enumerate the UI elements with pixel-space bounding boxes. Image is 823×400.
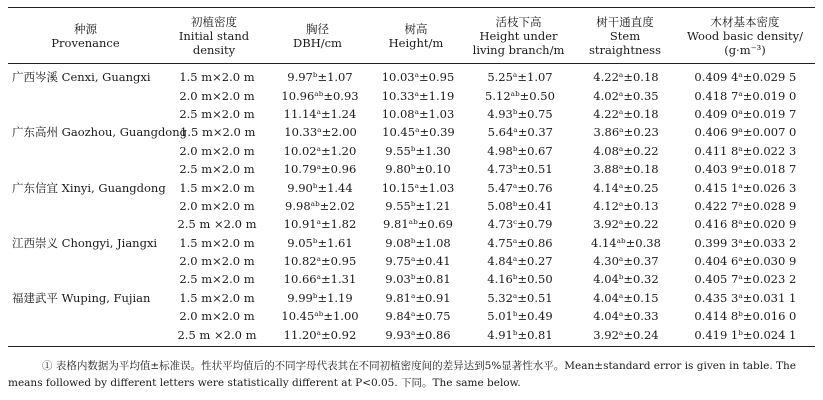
cell-straightness: 3.92ᵃ±0.24 xyxy=(593,327,659,342)
table-row xyxy=(8,325,815,343)
cell-branch-height: 5.47ᵃ±0.76 xyxy=(487,180,553,195)
cell-wood-density: 0.435 3ᵃ±0.031 1 xyxy=(694,290,797,305)
cell-straightness: 4.02ᵃ±0.35 xyxy=(593,88,659,103)
table-row xyxy=(8,123,815,141)
table-header xyxy=(8,8,815,63)
cell-height: 10.45ᵃ±0.39 xyxy=(382,125,455,140)
cell-height: 9.80ᵇ±0.10 xyxy=(385,162,451,177)
cell-dbh: 9.97ᵇ±1.07 xyxy=(287,70,353,85)
cell-wood-density: 0.419 1ᵇ±0.024 1 xyxy=(694,327,797,342)
table-row xyxy=(8,197,815,215)
cell-height: 9.08ᵇ±1.08 xyxy=(385,235,451,250)
cell-dbh: 10.96ᵃᵇ±0.93 xyxy=(281,88,359,103)
table-row xyxy=(8,105,815,123)
cell-wood-density: 0.403 9ᵃ±0.018 7 xyxy=(694,162,797,177)
cell-branch-height: 4.75ᵃ±0.86 xyxy=(487,235,553,250)
cell-height: 9.81ᵃ±0.91 xyxy=(385,290,451,305)
cell-wood-density: 0.405 7ᵃ±0.023 2 xyxy=(694,272,797,287)
cell-density: 1.5 m×2.0 m xyxy=(179,70,255,85)
cell-branch-height: 5.25ᵃ±1.07 xyxy=(487,70,553,85)
cell-density: 2.0 m×2.0 m xyxy=(179,254,255,269)
cell-density: 2.5 m×2.0 m xyxy=(179,272,255,287)
cell-branch-height: 4.98ᵇ±0.67 xyxy=(487,143,553,158)
cell-provenance: 江西崇义 Chongyi, Jiangxi xyxy=(12,235,158,250)
cell-dbh: 10.45ᵃᵇ±1.00 xyxy=(281,309,359,324)
table-row xyxy=(8,178,815,196)
cell-dbh: 10.02ᵃ±1.20 xyxy=(283,143,357,158)
cell-dbh: 11.14ᵃ±1.24 xyxy=(283,106,357,121)
cell-wood-density: 0.422 7ᵃ±0.028 9 xyxy=(694,198,797,213)
cell-wood-density: 0.409 0ᵃ±0.019 7 xyxy=(694,106,797,121)
cell-straightness: 4.04ᵃ±0.15 xyxy=(593,290,659,305)
cell-straightness: 4.22ᵃ±0.18 xyxy=(593,70,659,85)
cell-branch-height: 5.32ᵃ±0.51 xyxy=(487,290,553,305)
cell-straightness: 4.14ᵃ±0.25 xyxy=(593,180,659,195)
cell-wood-density: 0.418 7ᵃ±0.019 0 xyxy=(694,88,797,103)
cell-branch-height: 4.93ᵇ±0.75 xyxy=(487,106,553,121)
table-bottom-rule xyxy=(8,346,815,347)
cell-provenance: 广东信宜 Xinyi, Guangdong xyxy=(12,180,166,195)
table-row xyxy=(8,142,815,160)
cell-dbh: 10.33ᵃ±2.00 xyxy=(284,125,357,140)
cell-height: 10.15ᵃ±1.03 xyxy=(381,180,455,195)
cell-height: 10.08ᵃ±1.03 xyxy=(381,106,455,121)
cell-density: 2.5 m×2.0 m xyxy=(179,106,255,121)
cell-wood-density: 0.415 1ᵃ±0.026 3 xyxy=(694,180,797,195)
cell-height: 9.93ᵃ±0.86 xyxy=(385,327,451,342)
cell-height: 10.33ᵃ±1.19 xyxy=(381,88,455,103)
cell-branch-height: 5.08ᵇ±0.41 xyxy=(487,198,553,213)
cell-height: 9.55ᵇ±1.30 xyxy=(385,143,451,158)
table-row xyxy=(8,270,815,288)
cell-branch-height: 4.73ᵇ±0.51 xyxy=(487,162,553,177)
cell-dbh: 10.79ᵃ±0.96 xyxy=(283,162,357,177)
cell-density: 2.0 m×2.0 m xyxy=(179,198,255,213)
cell-straightness: 4.22ᵃ±0.18 xyxy=(593,106,659,121)
cell-wood-density: 0.416 8ᵃ±0.020 9 xyxy=(694,217,797,232)
cell-branch-height: 4.91ᵇ±0.81 xyxy=(487,327,553,342)
cell-wood-density: 0.399 3ᵃ±0.033 2 xyxy=(694,235,797,250)
cell-dbh: 9.98ᵃᵇ±2.02 xyxy=(285,198,355,213)
header-wood-density: 木材基本密度 Wood basic density/ (g·m⁻³) xyxy=(687,14,803,57)
header-dbh: 胸径 DBH/cm xyxy=(293,21,342,50)
cell-density: 2.0 m×2.0 m xyxy=(179,143,255,158)
cell-straightness: 4.04ᵃ±0.33 xyxy=(593,309,659,324)
data-table xyxy=(8,7,815,347)
cell-straightness: 3.92ᵃ±0.22 xyxy=(593,217,659,232)
cell-density: 2.5 m×2.0 m xyxy=(179,162,255,177)
cell-provenance: 广西岑溪 Cenxi, Guangxi xyxy=(12,70,151,85)
header-height: 树高 Height/m xyxy=(388,21,444,50)
table-row xyxy=(8,86,815,104)
cell-straightness: 3.88ᵃ±0.18 xyxy=(593,162,659,177)
cell-dbh: 9.99ᵇ±1.19 xyxy=(287,290,353,305)
cell-density: 1.5 m×2.0 m xyxy=(179,290,255,305)
cell-height: 10.03ᵃ±0.95 xyxy=(381,70,455,85)
table-row xyxy=(8,234,815,252)
cell-provenance: 广东高州 Gaozhou, Guangdong xyxy=(12,125,187,140)
cell-branch-height: 4.84ᵃ±0.27 xyxy=(487,254,553,269)
table-body xyxy=(8,64,815,346)
table-footnote: ① 表格内数据为平均值±标准误。性状平均值后的不同字母代表其在不同初植密度间的差异达到5%显著性水平。Mean±standard error is given in table. The means followed by different letters were statistically different at P<0.05. 下同。The same below. xyxy=(8,360,796,389)
cell-dbh: 9.90ᵇ±1.44 xyxy=(287,180,353,195)
header-provenance: 种源 Provenance xyxy=(51,21,120,50)
cell-straightness: 4.14ᵃᵇ±0.38 xyxy=(591,235,661,250)
cell-straightness: 4.12ᵃ±0.13 xyxy=(593,198,659,213)
cell-dbh: 10.66ᵃ±1.31 xyxy=(283,272,357,287)
header-branch: 活枝下高 Height under living branch/m xyxy=(472,14,565,57)
cell-dbh: 11.20ᵃ±0.92 xyxy=(283,327,357,342)
cell-branch-height: 5.64ᵃ±0.37 xyxy=(487,125,553,140)
table-row xyxy=(8,252,815,270)
cell-density: 2.0 m×2.0 m xyxy=(179,309,255,324)
cell-straightness: 4.08ᵃ±0.22 xyxy=(593,143,659,158)
cell-height: 9.03ᵇ±0.81 xyxy=(385,272,451,287)
cell-wood-density: 0.409 4ᵃ±0.029 5 xyxy=(694,70,797,85)
cell-density: 1.5 m×2.0 m xyxy=(180,125,256,140)
cell-branch-height: 4.16ᵇ±0.50 xyxy=(487,272,553,287)
header-density: 初植密度 Initial stand density xyxy=(178,14,250,57)
cell-density: 2.5 m ×2.0 m xyxy=(177,217,257,232)
cell-density: 1.5 m×2.0 m xyxy=(179,180,255,195)
cell-dbh: 9.05ᵇ±1.61 xyxy=(287,235,353,250)
cell-height: 9.55ᵇ±1.21 xyxy=(385,198,451,213)
header-straightness: 树干通直度 Stem straightness xyxy=(589,14,661,57)
table-row xyxy=(8,215,815,233)
cell-branch-height: 5.01ᵇ±0.49 xyxy=(487,309,553,324)
table-row xyxy=(8,289,815,307)
cell-density: 1.5 m×2.0 m xyxy=(179,235,255,250)
cell-wood-density: 0.406 9ᵃ±0.007 0 xyxy=(694,125,797,140)
table-row xyxy=(8,307,815,325)
cell-dbh: 10.91ᵃ±1.82 xyxy=(283,217,357,232)
cell-height: 9.75ᵃ±0.41 xyxy=(385,254,451,269)
cell-straightness: 4.30ᵃ±0.37 xyxy=(593,254,659,269)
cell-branch-height: 4.73ᶜ±0.79 xyxy=(487,217,553,232)
table-row xyxy=(8,160,815,178)
cell-wood-density: 0.411 8ᵃ±0.022 3 xyxy=(694,143,797,158)
cell-height: 9.84ᵃ±0.75 xyxy=(385,309,451,324)
cell-density: 2.5 m ×2.0 m xyxy=(177,327,257,342)
table-row xyxy=(8,68,815,86)
cell-dbh: 10.82ᵃ±0.95 xyxy=(283,254,357,269)
cell-straightness: 4.04ᵇ±0.32 xyxy=(593,272,659,287)
cell-height: 9.81ᵃᵇ±0.69 xyxy=(383,217,453,232)
cell-wood-density: 0.414 8ᵇ±0.016 0 xyxy=(694,309,797,324)
cell-provenance: 福建武平 Wuping, Fujian xyxy=(12,290,151,305)
cell-straightness: 3.86ᵃ±0.23 xyxy=(593,125,659,140)
cell-branch-height: 5.12ᵃᵇ±0.50 xyxy=(485,88,555,103)
cell-density: 2.0 m×2.0 m xyxy=(179,88,255,103)
cell-wood-density: 0.404 6ᵃ±0.030 9 xyxy=(694,254,797,269)
